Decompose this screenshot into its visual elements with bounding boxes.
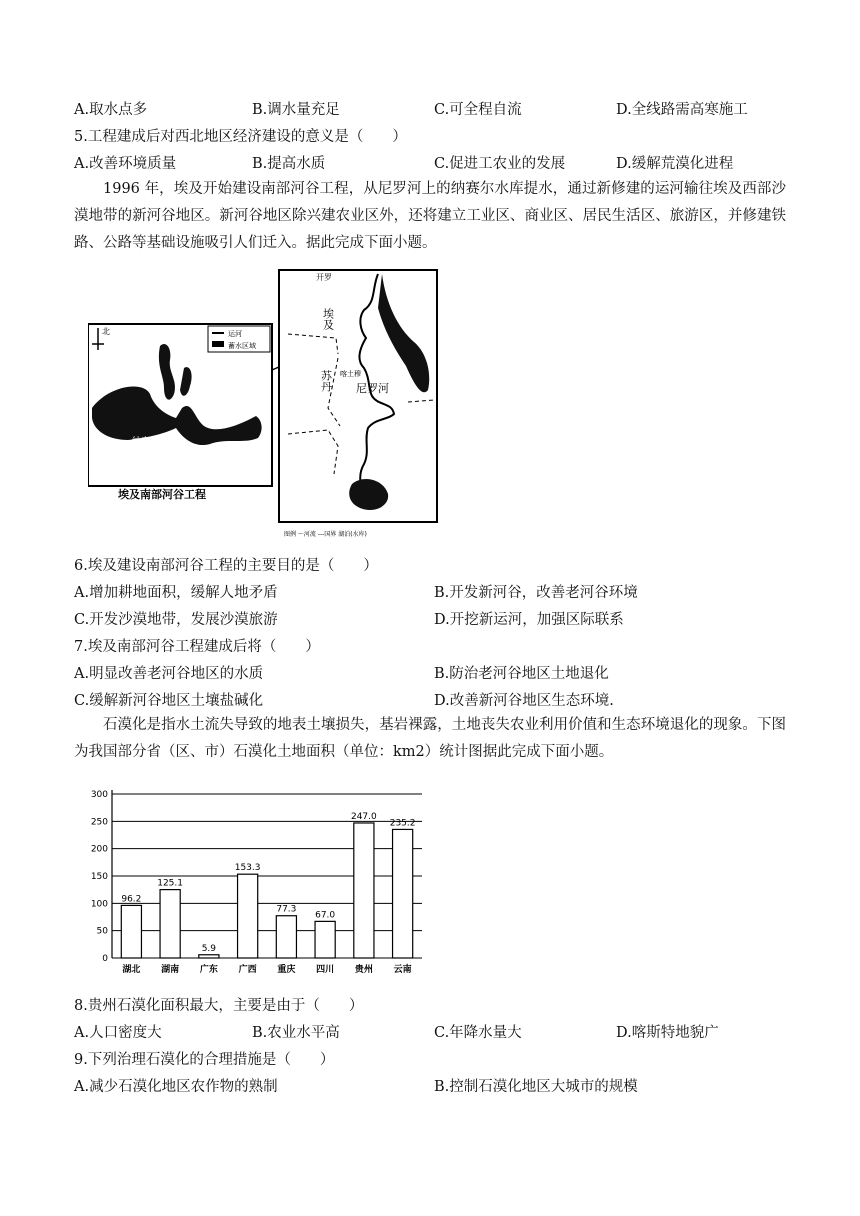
- q5-option-a: A.改善环境质量: [74, 156, 177, 172]
- label-nile: 尼罗河: [356, 382, 389, 395]
- y-tick-label: 300: [90, 790, 108, 800]
- category-label: 广东: [199, 965, 218, 975]
- data-label: 67.0: [315, 910, 336, 921]
- data-label: 247.0: [350, 811, 377, 822]
- main-map-legend: 图例 ～河流 ---国界 湖泊(水库): [284, 531, 367, 538]
- label-cairo: 开罗: [316, 273, 332, 282]
- q9-option-a: A.减少石漠化地区农作物的熟制: [74, 1079, 278, 1095]
- category-label: 湖南: [161, 965, 180, 975]
- legend-reservoir: 蓄水区域: [228, 342, 256, 350]
- egypt-map-svg: [88, 268, 448, 540]
- north-label: 北: [102, 327, 110, 336]
- data-label: 77.3: [276, 904, 297, 915]
- q6-stem: 6.埃及建设南部河谷工程的主要目的是（ ）: [74, 558, 378, 574]
- passage-egypt: 1996 年，埃及开始建设南部河谷工程，从尼罗河上的纳赛尔水库提水，通过新修建的运河输往埃及西部沙漠地带的新河谷地区。新河谷地区除兴建农业区外，还将建立工业区、商业区、居民生活区、旅游区，并修建铁路、公路等基础设施吸引人们迁入。据此完成下面小题。: [74, 181, 786, 251]
- data-label: 235.2: [389, 818, 416, 829]
- y-tick-label: 100: [90, 899, 108, 910]
- bar-湖南: [160, 890, 180, 958]
- label-khartoum: 喀土穆: [340, 370, 361, 378]
- label-egypt: 埃及: [321, 308, 335, 330]
- y-tick-label: 150: [90, 872, 108, 882]
- q6-option-b: B.开发新河谷，改善老河谷环境: [434, 585, 638, 601]
- q5-option-d: D.缓解荒漠化进程: [616, 156, 734, 172]
- q7-option-b: B.防治老河谷地区土地退化: [434, 666, 609, 682]
- data-label: 5.9: [201, 943, 217, 954]
- q8-option-b: B.农业水平高: [252, 1025, 340, 1041]
- bar-广东: [199, 955, 219, 958]
- q5-option-c: C.促进工农业的发展: [434, 156, 566, 172]
- label-sudan: 苏丹: [319, 370, 333, 392]
- category-label: 贵州: [354, 965, 373, 975]
- category-label: 广西: [238, 965, 257, 975]
- q6-option-a: A.增加耕地面积，缓解人地矛盾: [74, 585, 278, 601]
- bar-湖北: [121, 905, 141, 958]
- bar-广西: [238, 874, 258, 958]
- data-label: 153.3: [234, 863, 261, 874]
- bar-重庆: [276, 916, 296, 958]
- data-label: 96.2: [121, 894, 142, 905]
- q6-option-c: C.开发沙漠地带，发展沙漠旅游: [74, 612, 278, 628]
- y-tick-label: 0: [102, 954, 108, 964]
- category-label: 云南: [393, 965, 412, 975]
- bar-贵州: [354, 823, 374, 958]
- q5-stem: 5.工程建成后对西北地区经济建设的意义是（ ）: [74, 129, 407, 145]
- q7-option-a: A.明显改善老河谷地区的水质: [74, 666, 264, 682]
- y-tick-label: 200: [90, 844, 108, 855]
- inset-reservoir-label: 纳赛尔水库: [132, 437, 178, 447]
- q4-option-d: D.全线路需高寒施工: [616, 102, 748, 118]
- passage-rocky-desertification: 石漠化是指水土流失导致的地表土壤损失，基岩裸露，土地丧失农业利用价值和生态环境退化的现象。下图为我国部分省（区、市）石漠化土地面积（单位：km2）统计图据此完成下面小题。: [74, 717, 786, 760]
- q8-option-d: D.喀斯特地貌广: [616, 1025, 719, 1041]
- desertification-chart: [84, 780, 430, 980]
- inset-caption: 埃及南部河谷工程: [118, 488, 206, 501]
- q7-option-c: C.缓解新河谷地区土壤盐碱化: [74, 693, 264, 709]
- q6-option-d: D.开挖新运河，加强区际联系: [434, 612, 624, 628]
- category-label: 四川: [316, 965, 335, 975]
- q4-option-b: B.调水量充足: [252, 102, 340, 118]
- q8-option-a: A.人口密度大: [74, 1025, 162, 1041]
- category-label: 湖北: [122, 965, 141, 975]
- legend-canal: 运河: [228, 330, 242, 338]
- bar-云南: [393, 829, 413, 958]
- q9-stem: 9.下列治理石漠化的合理措施是（ ）: [74, 1052, 335, 1068]
- q8-stem: 8.贵州石漠化面积最大，主要是由于（ ）: [74, 998, 364, 1014]
- q8-option-c: C.年降水量大: [434, 1025, 522, 1041]
- q4-option-a: A.取水点多: [74, 102, 148, 118]
- egypt-map-figure: [88, 268, 448, 540]
- y-tick-label: 250: [90, 817, 108, 828]
- q7-stem: 7.埃及南部河谷工程建成后将（ ）: [74, 639, 320, 655]
- category-label: 重庆: [277, 965, 296, 975]
- data-label: 125.1: [157, 878, 184, 889]
- q5-option-b: B.提高水质: [252, 156, 326, 172]
- q4-option-c: C.可全程自流: [434, 102, 522, 118]
- q9-option-b: B.控制石漠化地区大城市的规模: [434, 1079, 638, 1095]
- q7-option-d: D.改善新河谷地区生态环境.: [434, 693, 614, 709]
- y-tick-label: 50: [96, 926, 108, 937]
- chart-svg: [84, 780, 430, 980]
- bar-四川: [315, 921, 335, 958]
